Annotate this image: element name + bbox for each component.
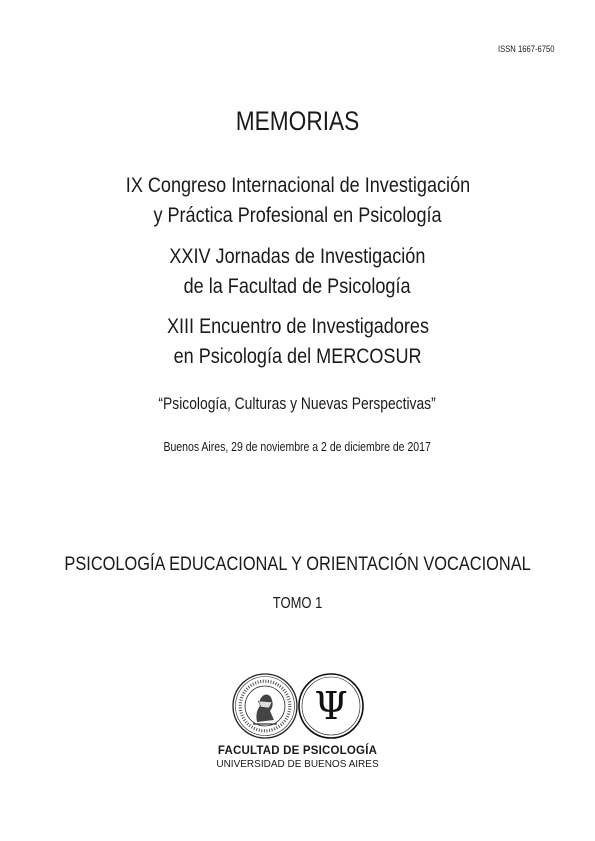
encuentro-heading — [0, 311, 595, 371]
congreso-line-1: IX Congreso Internacional de Investigación — [125, 173, 470, 197]
university-name: UNIVERSIDAD DE BUENOS AIRES — [216, 759, 379, 770]
volume-label-text: TOMO 1 — [272, 595, 323, 612]
congreso-heading — [0, 170, 595, 230]
page-title-text: MEMORIAS — [235, 106, 360, 136]
jornadas-line-1: XXIV Jornadas de Investigación — [169, 244, 426, 268]
encuentro-line-1: XIII Encuentro de Investigadores — [166, 314, 429, 338]
issn-label: ISSN 1667-6750 — [498, 44, 555, 54]
jornadas-line-2: de la Facultad de Psicología — [184, 274, 411, 298]
psi-logo-icon — [299, 674, 363, 738]
psi-symbol: Ψ — [314, 684, 348, 728]
encuentro-line-2: en Psicología del MERCOSUR — [173, 344, 422, 368]
date-place-text: Buenos Aires, 29 de noviembre a 2 de diciembre de 2017 — [163, 440, 432, 454]
institution-logos — [231, 672, 365, 740]
area-title — [0, 553, 595, 576]
motto-text: “Psicología, Culturas y Nuevas Perspectivas” — [158, 395, 437, 413]
area-title-text: PSICOLOGÍA EDUCACIONAL Y ORIENTACIÓN VOCACIONAL — [64, 553, 531, 575]
university-seal-icon — [233, 674, 297, 738]
volume-label — [0, 595, 595, 613]
congreso-line-2: y Práctica Profesional en Psicología — [153, 203, 442, 227]
jornadas-heading — [0, 241, 595, 301]
motto — [0, 395, 595, 414]
date-place — [0, 440, 595, 454]
faculty-name: FACULTAD DE PSICOLOGÍA — [217, 745, 378, 757]
page-title — [0, 106, 595, 137]
